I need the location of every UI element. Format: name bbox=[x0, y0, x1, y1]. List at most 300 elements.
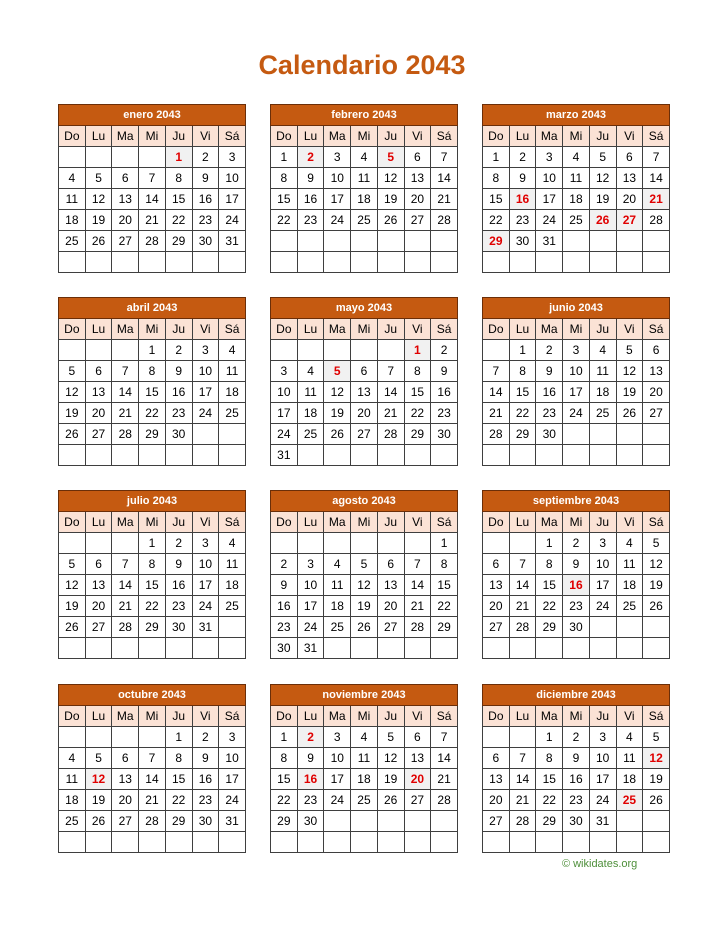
day-cell[interactable]: 31 bbox=[536, 231, 563, 252]
day-cell[interactable]: 25 bbox=[219, 596, 246, 617]
day-cell[interactable]: 3 bbox=[297, 554, 324, 575]
day-cell[interactable]: 15 bbox=[509, 382, 536, 403]
day-cell[interactable]: 5 bbox=[616, 340, 643, 361]
day-cell[interactable]: 20 bbox=[85, 403, 112, 424]
day-cell[interactable]: 17 bbox=[297, 596, 324, 617]
day-cell[interactable]: 19 bbox=[324, 403, 351, 424]
day-cell[interactable]: 16 bbox=[192, 189, 219, 210]
day-cell[interactable]: 6 bbox=[85, 554, 112, 575]
day-cell[interactable]: 24 bbox=[563, 403, 590, 424]
day-cell[interactable]: 27 bbox=[112, 811, 139, 832]
day-cell[interactable]: 4 bbox=[219, 340, 246, 361]
day-cell[interactable]: 10 bbox=[536, 168, 563, 189]
day-cell[interactable]: 25 bbox=[351, 790, 378, 811]
day-cell[interactable]: 26 bbox=[377, 790, 404, 811]
day-cell[interactable]: 20 bbox=[85, 596, 112, 617]
day-cell[interactable]: 18 bbox=[59, 210, 86, 231]
day-cell[interactable]: 30 bbox=[192, 811, 219, 832]
day-cell[interactable]: 13 bbox=[377, 575, 404, 596]
day-cell[interactable]: 8 bbox=[139, 554, 166, 575]
day-cell[interactable]: 6 bbox=[85, 361, 112, 382]
day-cell[interactable]: 6 bbox=[404, 147, 431, 168]
day-cell[interactable]: 4 bbox=[616, 727, 643, 748]
day-cell[interactable]: 25 bbox=[589, 403, 616, 424]
day-cell[interactable]: 5 bbox=[59, 554, 86, 575]
day-cell[interactable]: 13 bbox=[404, 748, 431, 769]
day-cell[interactable]: 28 bbox=[483, 424, 510, 445]
day-cell[interactable]: 10 bbox=[589, 748, 616, 769]
day-cell[interactable]: 26 bbox=[85, 231, 112, 252]
day-cell[interactable]: 7 bbox=[509, 748, 536, 769]
day-cell[interactable]: 19 bbox=[377, 769, 404, 790]
day-cell[interactable]: 9 bbox=[192, 748, 219, 769]
day-cell[interactable]: 23 bbox=[192, 210, 219, 231]
day-cell[interactable]: 17 bbox=[589, 769, 616, 790]
day-cell[interactable]: 28 bbox=[139, 231, 166, 252]
day-cell[interactable]: 21 bbox=[112, 596, 139, 617]
day-cell[interactable]: 26 bbox=[377, 210, 404, 231]
day-cell[interactable]: 16 bbox=[192, 769, 219, 790]
day-cell[interactable]: 25 bbox=[616, 596, 643, 617]
day-cell[interactable]: 3 bbox=[192, 340, 219, 361]
day-cell[interactable]: 26 bbox=[59, 424, 86, 445]
day-cell[interactable]: 14 bbox=[112, 382, 139, 403]
day-cell[interactable]: 11 bbox=[324, 575, 351, 596]
day-cell[interactable]: 10 bbox=[271, 382, 298, 403]
day-cell[interactable]: 9 bbox=[297, 748, 324, 769]
day-cell[interactable]: 9 bbox=[509, 168, 536, 189]
day-cell[interactable]: 22 bbox=[431, 596, 458, 617]
day-cell[interactable]: 27 bbox=[85, 424, 112, 445]
day-cell[interactable]: 1 bbox=[509, 340, 536, 361]
day-cell[interactable]: 4 bbox=[616, 533, 643, 554]
day-cell[interactable]: 23 bbox=[271, 617, 298, 638]
day-cell[interactable]: 1 bbox=[139, 533, 166, 554]
holiday-day-cell[interactable]: 16 bbox=[297, 769, 324, 790]
day-cell[interactable]: 29 bbox=[536, 811, 563, 832]
day-cell[interactable]: 12 bbox=[377, 748, 404, 769]
day-cell[interactable]: 13 bbox=[483, 575, 510, 596]
day-cell[interactable]: 26 bbox=[643, 790, 670, 811]
day-cell[interactable]: 20 bbox=[351, 403, 378, 424]
day-cell[interactable]: 21 bbox=[404, 596, 431, 617]
day-cell[interactable]: 18 bbox=[59, 790, 86, 811]
day-cell[interactable]: 26 bbox=[643, 596, 670, 617]
day-cell[interactable]: 11 bbox=[351, 748, 378, 769]
day-cell[interactable]: 27 bbox=[483, 811, 510, 832]
day-cell[interactable]: 6 bbox=[112, 168, 139, 189]
day-cell[interactable]: 23 bbox=[297, 790, 324, 811]
day-cell[interactable]: 24 bbox=[219, 790, 246, 811]
day-cell[interactable]: 8 bbox=[139, 361, 166, 382]
day-cell[interactable]: 19 bbox=[589, 189, 616, 210]
day-cell[interactable]: 27 bbox=[112, 231, 139, 252]
day-cell[interactable]: 15 bbox=[536, 575, 563, 596]
day-cell[interactable]: 30 bbox=[536, 424, 563, 445]
day-cell[interactable]: 16 bbox=[536, 382, 563, 403]
day-cell[interactable]: 3 bbox=[324, 147, 351, 168]
day-cell[interactable]: 22 bbox=[404, 403, 431, 424]
day-cell[interactable]: 3 bbox=[192, 533, 219, 554]
day-cell[interactable]: 22 bbox=[271, 790, 298, 811]
day-cell[interactable]: 16 bbox=[431, 382, 458, 403]
holiday-day-cell[interactable]: 20 bbox=[404, 769, 431, 790]
day-cell[interactable]: 9 bbox=[563, 748, 590, 769]
day-cell[interactable]: 14 bbox=[139, 769, 166, 790]
day-cell[interactable]: 26 bbox=[616, 403, 643, 424]
day-cell[interactable]: 11 bbox=[59, 189, 86, 210]
day-cell[interactable]: 2 bbox=[563, 727, 590, 748]
day-cell[interactable]: 24 bbox=[297, 617, 324, 638]
day-cell[interactable]: 19 bbox=[85, 790, 112, 811]
holiday-day-cell[interactable]: 25 bbox=[616, 790, 643, 811]
day-cell[interactable]: 26 bbox=[85, 811, 112, 832]
day-cell[interactable]: 16 bbox=[271, 596, 298, 617]
day-cell[interactable]: 8 bbox=[165, 168, 192, 189]
day-cell[interactable]: 31 bbox=[297, 638, 324, 659]
day-cell[interactable]: 15 bbox=[139, 575, 166, 596]
day-cell[interactable]: 26 bbox=[324, 424, 351, 445]
day-cell[interactable]: 19 bbox=[59, 596, 86, 617]
day-cell[interactable]: 7 bbox=[139, 168, 166, 189]
day-cell[interactable]: 1 bbox=[271, 727, 298, 748]
day-cell[interactable]: 7 bbox=[483, 361, 510, 382]
day-cell[interactable]: 8 bbox=[165, 748, 192, 769]
day-cell[interactable]: 30 bbox=[192, 231, 219, 252]
holiday-day-cell[interactable]: 2 bbox=[297, 727, 324, 748]
day-cell[interactable]: 1 bbox=[139, 340, 166, 361]
day-cell[interactable]: 9 bbox=[271, 575, 298, 596]
day-cell[interactable]: 7 bbox=[112, 361, 139, 382]
day-cell[interactable]: 7 bbox=[377, 361, 404, 382]
day-cell[interactable]: 18 bbox=[563, 189, 590, 210]
day-cell[interactable]: 28 bbox=[112, 424, 139, 445]
day-cell[interactable]: 11 bbox=[219, 554, 246, 575]
day-cell[interactable]: 14 bbox=[509, 769, 536, 790]
day-cell[interactable]: 18 bbox=[324, 596, 351, 617]
day-cell[interactable]: 1 bbox=[271, 147, 298, 168]
day-cell[interactable]: 22 bbox=[165, 210, 192, 231]
day-cell[interactable]: 8 bbox=[509, 361, 536, 382]
day-cell[interactable]: 8 bbox=[536, 554, 563, 575]
holiday-day-cell[interactable]: 12 bbox=[643, 748, 670, 769]
day-cell[interactable]: 18 bbox=[351, 769, 378, 790]
day-cell[interactable]: 24 bbox=[536, 210, 563, 231]
day-cell[interactable]: 2 bbox=[271, 554, 298, 575]
day-cell[interactable]: 30 bbox=[271, 638, 298, 659]
day-cell[interactable]: 10 bbox=[563, 361, 590, 382]
day-cell[interactable]: 27 bbox=[351, 424, 378, 445]
day-cell[interactable]: 11 bbox=[297, 382, 324, 403]
day-cell[interactable]: 12 bbox=[59, 382, 86, 403]
day-cell[interactable]: 14 bbox=[483, 382, 510, 403]
day-cell[interactable]: 19 bbox=[643, 769, 670, 790]
day-cell[interactable]: 14 bbox=[431, 748, 458, 769]
day-cell[interactable]: 24 bbox=[192, 596, 219, 617]
day-cell[interactable]: 13 bbox=[643, 361, 670, 382]
day-cell[interactable]: 9 bbox=[165, 554, 192, 575]
day-cell[interactable]: 28 bbox=[509, 617, 536, 638]
holiday-day-cell[interactable]: 27 bbox=[616, 210, 643, 231]
day-cell[interactable]: 14 bbox=[509, 575, 536, 596]
day-cell[interactable]: 15 bbox=[536, 769, 563, 790]
day-cell[interactable]: 24 bbox=[219, 210, 246, 231]
day-cell[interactable]: 27 bbox=[483, 617, 510, 638]
day-cell[interactable]: 30 bbox=[297, 811, 324, 832]
holiday-day-cell[interactable]: 12 bbox=[85, 769, 112, 790]
day-cell[interactable]: 9 bbox=[165, 361, 192, 382]
day-cell[interactable]: 6 bbox=[377, 554, 404, 575]
day-cell[interactable]: 29 bbox=[165, 231, 192, 252]
day-cell[interactable]: 13 bbox=[85, 382, 112, 403]
day-cell[interactable]: 29 bbox=[536, 617, 563, 638]
day-cell[interactable]: 10 bbox=[192, 361, 219, 382]
day-cell[interactable]: 17 bbox=[192, 382, 219, 403]
day-cell[interactable]: 15 bbox=[271, 189, 298, 210]
day-cell[interactable]: 20 bbox=[404, 189, 431, 210]
day-cell[interactable]: 20 bbox=[112, 210, 139, 231]
day-cell[interactable]: 8 bbox=[404, 361, 431, 382]
day-cell[interactable]: 1 bbox=[536, 727, 563, 748]
day-cell[interactable]: 21 bbox=[431, 769, 458, 790]
day-cell[interactable]: 5 bbox=[85, 168, 112, 189]
day-cell[interactable]: 2 bbox=[431, 340, 458, 361]
day-cell[interactable]: 26 bbox=[351, 617, 378, 638]
day-cell[interactable]: 6 bbox=[351, 361, 378, 382]
day-cell[interactable]: 31 bbox=[271, 445, 298, 466]
day-cell[interactable]: 1 bbox=[536, 533, 563, 554]
day-cell[interactable]: 15 bbox=[271, 769, 298, 790]
day-cell[interactable]: 31 bbox=[589, 811, 616, 832]
day-cell[interactable]: 16 bbox=[297, 189, 324, 210]
day-cell[interactable]: 5 bbox=[59, 361, 86, 382]
day-cell[interactable]: 3 bbox=[324, 727, 351, 748]
holiday-day-cell[interactable]: 5 bbox=[324, 361, 351, 382]
day-cell[interactable]: 17 bbox=[536, 189, 563, 210]
day-cell[interactable]: 4 bbox=[589, 340, 616, 361]
day-cell[interactable]: 12 bbox=[351, 575, 378, 596]
day-cell[interactable]: 28 bbox=[112, 617, 139, 638]
day-cell[interactable]: 23 bbox=[165, 596, 192, 617]
day-cell[interactable]: 12 bbox=[643, 554, 670, 575]
day-cell[interactable]: 7 bbox=[431, 147, 458, 168]
day-cell[interactable]: 22 bbox=[536, 596, 563, 617]
day-cell[interactable]: 23 bbox=[536, 403, 563, 424]
day-cell[interactable]: 13 bbox=[112, 769, 139, 790]
day-cell[interactable]: 21 bbox=[509, 790, 536, 811]
day-cell[interactable]: 7 bbox=[404, 554, 431, 575]
day-cell[interactable]: 11 bbox=[563, 168, 590, 189]
day-cell[interactable]: 9 bbox=[297, 168, 324, 189]
day-cell[interactable]: 17 bbox=[219, 189, 246, 210]
day-cell[interactable]: 3 bbox=[219, 727, 246, 748]
day-cell[interactable]: 21 bbox=[483, 403, 510, 424]
day-cell[interactable]: 6 bbox=[483, 748, 510, 769]
day-cell[interactable]: 29 bbox=[139, 424, 166, 445]
day-cell[interactable]: 16 bbox=[165, 575, 192, 596]
day-cell[interactable]: 27 bbox=[377, 617, 404, 638]
holiday-day-cell[interactable]: 2 bbox=[297, 147, 324, 168]
holiday-day-cell[interactable]: 1 bbox=[404, 340, 431, 361]
day-cell[interactable]: 11 bbox=[59, 769, 86, 790]
day-cell[interactable]: 24 bbox=[324, 790, 351, 811]
day-cell[interactable]: 15 bbox=[165, 189, 192, 210]
day-cell[interactable]: 7 bbox=[509, 554, 536, 575]
day-cell[interactable]: 21 bbox=[431, 189, 458, 210]
day-cell[interactable]: 4 bbox=[219, 533, 246, 554]
day-cell[interactable]: 30 bbox=[165, 617, 192, 638]
day-cell[interactable]: 20 bbox=[483, 596, 510, 617]
day-cell[interactable]: 23 bbox=[431, 403, 458, 424]
day-cell[interactable]: 28 bbox=[431, 210, 458, 231]
day-cell[interactable]: 21 bbox=[139, 790, 166, 811]
footer-link[interactable]: wikidates.org bbox=[573, 858, 638, 870]
day-cell[interactable]: 4 bbox=[297, 361, 324, 382]
holiday-day-cell[interactable]: 1 bbox=[165, 147, 192, 168]
day-cell[interactable]: 15 bbox=[165, 769, 192, 790]
day-cell[interactable]: 14 bbox=[404, 575, 431, 596]
day-cell[interactable]: 22 bbox=[271, 210, 298, 231]
day-cell[interactable]: 5 bbox=[377, 727, 404, 748]
day-cell[interactable]: 3 bbox=[563, 340, 590, 361]
day-cell[interactable]: 22 bbox=[509, 403, 536, 424]
day-cell[interactable]: 24 bbox=[589, 790, 616, 811]
day-cell[interactable]: 20 bbox=[643, 382, 670, 403]
day-cell[interactable]: 8 bbox=[271, 168, 298, 189]
day-cell[interactable]: 30 bbox=[563, 617, 590, 638]
holiday-day-cell[interactable]: 21 bbox=[643, 189, 670, 210]
day-cell[interactable]: 22 bbox=[165, 790, 192, 811]
day-cell[interactable]: 1 bbox=[165, 727, 192, 748]
day-cell[interactable]: 17 bbox=[324, 769, 351, 790]
day-cell[interactable]: 1 bbox=[431, 533, 458, 554]
day-cell[interactable]: 17 bbox=[219, 769, 246, 790]
day-cell[interactable]: 28 bbox=[431, 790, 458, 811]
day-cell[interactable]: 25 bbox=[297, 424, 324, 445]
day-cell[interactable]: 16 bbox=[563, 769, 590, 790]
day-cell[interactable]: 14 bbox=[431, 168, 458, 189]
day-cell[interactable]: 25 bbox=[351, 210, 378, 231]
day-cell[interactable]: 6 bbox=[643, 340, 670, 361]
day-cell[interactable]: 17 bbox=[324, 189, 351, 210]
day-cell[interactable]: 6 bbox=[616, 147, 643, 168]
day-cell[interactable]: 24 bbox=[192, 403, 219, 424]
day-cell[interactable]: 9 bbox=[192, 168, 219, 189]
day-cell[interactable]: 20 bbox=[616, 189, 643, 210]
day-cell[interactable]: 5 bbox=[589, 147, 616, 168]
day-cell[interactable]: 24 bbox=[589, 596, 616, 617]
day-cell[interactable]: 5 bbox=[85, 748, 112, 769]
day-cell[interactable]: 4 bbox=[351, 147, 378, 168]
day-cell[interactable]: 19 bbox=[377, 189, 404, 210]
day-cell[interactable]: 11 bbox=[351, 168, 378, 189]
day-cell[interactable]: 2 bbox=[509, 147, 536, 168]
day-cell[interactable]: 3 bbox=[589, 727, 616, 748]
day-cell[interactable]: 13 bbox=[616, 168, 643, 189]
day-cell[interactable]: 7 bbox=[643, 147, 670, 168]
day-cell[interactable]: 23 bbox=[165, 403, 192, 424]
day-cell[interactable]: 23 bbox=[509, 210, 536, 231]
day-cell[interactable]: 2 bbox=[192, 147, 219, 168]
day-cell[interactable]: 29 bbox=[509, 424, 536, 445]
holiday-day-cell[interactable]: 26 bbox=[589, 210, 616, 231]
day-cell[interactable]: 21 bbox=[139, 210, 166, 231]
day-cell[interactable]: 27 bbox=[404, 790, 431, 811]
day-cell[interactable]: 22 bbox=[139, 403, 166, 424]
day-cell[interactable]: 23 bbox=[192, 790, 219, 811]
day-cell[interactable]: 13 bbox=[112, 189, 139, 210]
day-cell[interactable]: 25 bbox=[59, 811, 86, 832]
day-cell[interactable]: 18 bbox=[297, 403, 324, 424]
day-cell[interactable]: 30 bbox=[563, 811, 590, 832]
day-cell[interactable]: 9 bbox=[563, 554, 590, 575]
day-cell[interactable]: 30 bbox=[165, 424, 192, 445]
day-cell[interactable]: 12 bbox=[85, 189, 112, 210]
day-cell[interactable]: 19 bbox=[59, 403, 86, 424]
day-cell[interactable]: 4 bbox=[563, 147, 590, 168]
day-cell[interactable]: 8 bbox=[536, 748, 563, 769]
day-cell[interactable]: 15 bbox=[431, 575, 458, 596]
day-cell[interactable]: 29 bbox=[431, 617, 458, 638]
day-cell[interactable]: 18 bbox=[351, 189, 378, 210]
day-cell[interactable]: 20 bbox=[483, 790, 510, 811]
day-cell[interactable]: 28 bbox=[139, 811, 166, 832]
day-cell[interactable]: 29 bbox=[271, 811, 298, 832]
day-cell[interactable]: 21 bbox=[509, 596, 536, 617]
day-cell[interactable]: 3 bbox=[219, 147, 246, 168]
holiday-day-cell[interactable]: 29 bbox=[483, 231, 510, 252]
day-cell[interactable]: 11 bbox=[589, 361, 616, 382]
day-cell[interactable]: 14 bbox=[139, 189, 166, 210]
day-cell[interactable]: 10 bbox=[324, 748, 351, 769]
day-cell[interactable]: 10 bbox=[219, 748, 246, 769]
day-cell[interactable]: 20 bbox=[377, 596, 404, 617]
day-cell[interactable]: 19 bbox=[643, 575, 670, 596]
day-cell[interactable]: 15 bbox=[483, 189, 510, 210]
day-cell[interactable]: 10 bbox=[324, 168, 351, 189]
holiday-day-cell[interactable]: 16 bbox=[563, 575, 590, 596]
day-cell[interactable]: 22 bbox=[139, 596, 166, 617]
day-cell[interactable]: 31 bbox=[192, 617, 219, 638]
day-cell[interactable]: 18 bbox=[616, 575, 643, 596]
day-cell[interactable]: 10 bbox=[219, 168, 246, 189]
day-cell[interactable]: 30 bbox=[431, 424, 458, 445]
day-cell[interactable]: 12 bbox=[377, 168, 404, 189]
day-cell[interactable]: 2 bbox=[563, 533, 590, 554]
day-cell[interactable]: 17 bbox=[192, 575, 219, 596]
day-cell[interactable]: 14 bbox=[112, 575, 139, 596]
day-cell[interactable]: 21 bbox=[112, 403, 139, 424]
day-cell[interactable]: 5 bbox=[643, 727, 670, 748]
day-cell[interactable]: 21 bbox=[377, 403, 404, 424]
day-cell[interactable]: 22 bbox=[536, 790, 563, 811]
holiday-day-cell[interactable]: 5 bbox=[377, 147, 404, 168]
day-cell[interactable]: 4 bbox=[59, 168, 86, 189]
day-cell[interactable]: 14 bbox=[643, 168, 670, 189]
day-cell[interactable]: 13 bbox=[483, 769, 510, 790]
day-cell[interactable]: 19 bbox=[351, 596, 378, 617]
day-cell[interactable]: 30 bbox=[509, 231, 536, 252]
day-cell[interactable]: 25 bbox=[219, 403, 246, 424]
day-cell[interactable]: 11 bbox=[616, 748, 643, 769]
day-cell[interactable]: 8 bbox=[271, 748, 298, 769]
day-cell[interactable]: 28 bbox=[404, 617, 431, 638]
day-cell[interactable]: 17 bbox=[589, 575, 616, 596]
day-cell[interactable]: 2 bbox=[165, 340, 192, 361]
day-cell[interactable]: 25 bbox=[324, 617, 351, 638]
day-cell[interactable]: 13 bbox=[85, 575, 112, 596]
day-cell[interactable]: 5 bbox=[643, 533, 670, 554]
